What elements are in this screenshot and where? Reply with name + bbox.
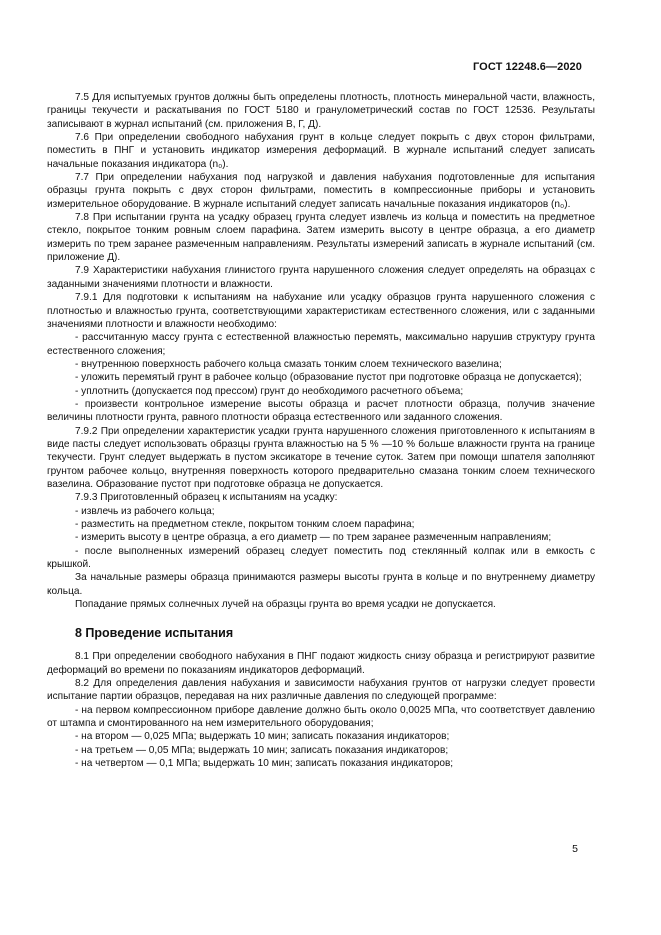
paragraph: За начальные размеры образца принимаются размеры высоты грунта в кольце и по внутреннему диаметру кольца. xyxy=(47,572,595,597)
paragraph: Попадание прямых солнечных лучей на образцы грунта во время усадки не допускается. xyxy=(75,599,496,611)
page-content xyxy=(47,91,595,771)
paragraph: - на втором — 0,025 МПа; выдержать 10 мин; записать показания индикаторов; xyxy=(75,731,450,743)
section-title: 8 Проведение испытания xyxy=(75,626,234,641)
paragraph: - произвести контрольное измерение высоты образца и расчет плотности образца, получив значение величины плотности грунта, равного плотности образца естественного или заданного сложения. xyxy=(47,398,595,424)
paragraph: 7.5 Для испытуемых грунтов должны быть определены плотность, плотность минеральной части, влажность, границы текучести и раскатывания по ГОСТ 5180 и гранулометрический состав по ГОСТ 12536. Результаты записывают в журнал испытаний (см. приложения В, Г, Д). xyxy=(47,92,595,130)
paragraph: 8.2 Для определения давления набухания и зависимости набухания грунтов от нагрузки следует провести испытание партии образцов, передавая на них различные давления по следующей программе: xyxy=(47,678,595,703)
paragraph: - извлечь из рабочего кольца; xyxy=(75,505,215,517)
paragraph: - разместить на предметном стекле, покрытом тонким слоем парафина; xyxy=(75,519,415,530)
document-code: ГОСТ 12248.6—2020 xyxy=(472,61,582,73)
paragraph: - после выполненных измерений образец следует поместить под стеклянный колпак или в емкость с крышкой. xyxy=(47,545,595,571)
paragraph: - на первом компрессионном приборе давление должно быть около 0,0025 МПа, что соответствует давлению от штампа и смонтированного на нем измерительного оборудования; xyxy=(47,704,595,730)
page-number: 5 xyxy=(572,843,578,855)
section-7-body xyxy=(47,91,595,611)
paragraph: 8.1 При определении свободного набухания в ПНГ подают жидкость снизу образца и регистрируют развитие деформаций во времени по показаниям индикаторов деформаций. xyxy=(47,651,595,676)
paragraph: 7.8 При испытании грунта на усадку образец грунта следует извлечь из кольца и поместить на предметное стекло, покрытое тонким ровным слоем парафина. Затем измерить высоту в центре образца, а его диаметр измерить по трем заранее размеченным направлениям. Результаты измерений записать в журнале испытаний (см. приложение Д). xyxy=(47,212,595,264)
paragraph: 7.9 Характеристики набухания глинистого грунта нарушенного сложения следует определять на образцах с заданными значениями плотности и влажности. xyxy=(47,265,595,290)
paragraph: 7.9.3 Приготовленный образец к испытаниям на усадку: xyxy=(75,492,338,504)
paragraph: - рассчитанную массу грунта с естественной влажностью перемять, максимально нарушив структуру грунта естественного сложения; xyxy=(47,332,595,357)
paragraph: 7.7 При определении набухания под нагрузкой и давления набухания подготовленные для испытания образцы грунта покрыть с двух сторон фильтрами, поместить в компрессионные приборы и установить измерительное оборудование. В журнале испытаний следует записать начальные показания индикаторов (n₀). xyxy=(47,172,595,210)
paragraph: - уплотнить (допускается под прессом) грунт до необходимого расчетного объема; xyxy=(75,385,464,397)
paragraph: 7.9.2 При определении характеристик усадки грунта нарушенного сложения приготовленного к испытаниям в виде пасты следует использовать образцы грунта влажностью на 5 % —10 % больше влажности грунта на границе текучести. Грунт следует выдержать в пустом эксикаторе в течение суток. Затем при помощи шпателя заполняют грунтом рабочее кольцо, внутренняя поверхность которого предварительно смазана тонким слоем технического вазелина. Образование пустот при подготовке образца не допускается. xyxy=(47,425,595,490)
paragraph: - на четвертом — 0,1 МПа; выдержать 10 мин; записать показания индикаторов; xyxy=(75,758,454,770)
section-8-body xyxy=(47,650,595,770)
paragraph: - уложить перемятый грунт в рабочее кольцо (образование пустот при подготовке образца не допускается); xyxy=(75,372,582,384)
paragraph: - на третьем — 0,05 МПа; выдержать 10 мин; записать показания индикаторов; xyxy=(75,744,449,756)
paragraph: 7.9.1 Для подготовки к испытаниям на набухание или усадку образцов грунта нарушенного сложения с плотностью и влажностью грунта, соответствующими характеристикам естественного сложения, или с заданными значениями плотности и влажности необходимо: xyxy=(47,292,595,330)
paragraph: - измерить высоту в центре образца, а его диаметр — по трем заранее размеченным направлениям; xyxy=(75,532,552,544)
paragraph: - внутреннюю поверхность рабочего кольца смазать тонким слоем технического вазелина; xyxy=(75,358,502,370)
paragraph: 7.6 При определении свободного набухания грунт в кольце следует покрыть с двух сторон фильтрами, поместить в ПНГ и установить индикатор измерения деформаций. В журнале испытаний следует записать начальные показания индикатора (n₀). xyxy=(47,132,595,170)
